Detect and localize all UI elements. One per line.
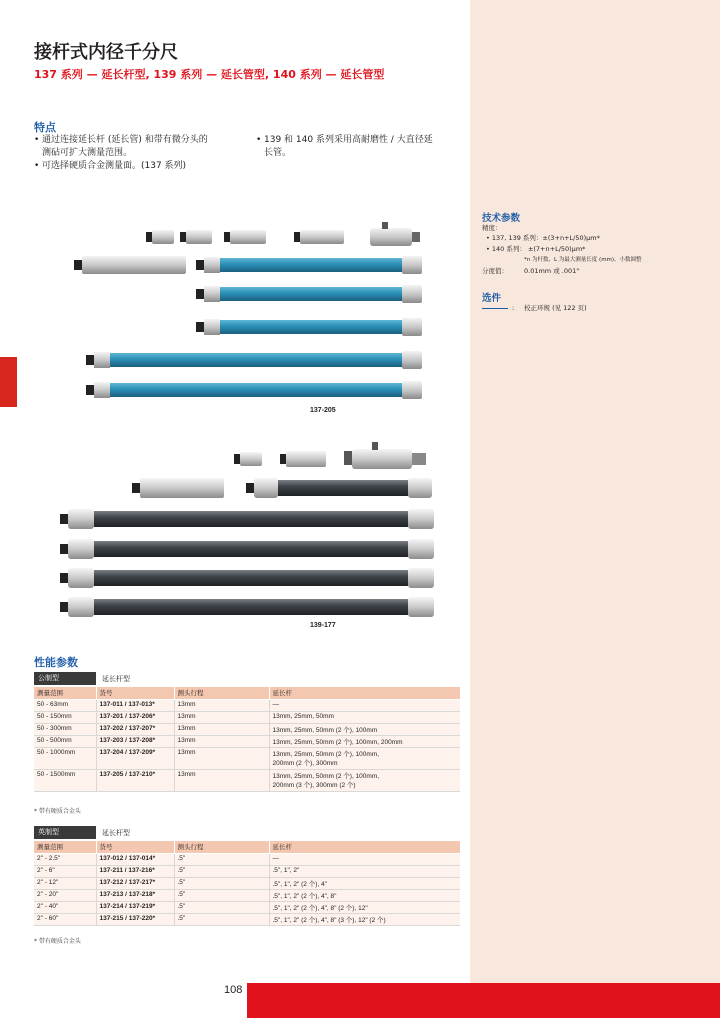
teal-extension-rod: [196, 318, 422, 336]
table-row: [34, 711, 460, 723]
inch-tab: 英制型: [34, 826, 96, 839]
inch-footnote: * 带有硬质合金头: [34, 938, 81, 945]
col-stroke: 测头行程: [174, 841, 269, 853]
cell-stroke: 13mm: [174, 747, 269, 769]
features-list-right: [256, 134, 466, 160]
feature-item: • 可选择硬质合金测量面。(137 系列): [34, 161, 187, 171]
cell-code: 137-012 / 137-014*: [96, 853, 174, 865]
cell-rods-line: 200mm (3 个), 300mm (2 个): [272, 781, 356, 789]
cell-rods: 13mm, 25mm, 50mm (2 个), 100mm, 200mm: [269, 735, 460, 747]
cell-range: 2" - 60": [34, 913, 96, 925]
table-row: [34, 769, 460, 791]
feature-item: • 通过连接延长杆 (延长管) 和带有微分头的: [34, 135, 208, 145]
cell-stroke: 13mm: [174, 711, 269, 723]
cell-rods: 13mm, 25mm, 50mm (2 个), 100mm: [269, 723, 460, 735]
cell-rods: .5", 1", 2" (2 个), 4", 8" (2 个), 12": [269, 901, 460, 913]
inch-tab-header: [34, 826, 130, 839]
options-heading: 选件: [482, 293, 502, 304]
cell-rods: .5", 1", 2" (2 个), 4", 8" (3 个), 12" (2 个): [269, 913, 460, 925]
metric-table: [34, 687, 460, 792]
metric-type-name: 延长杆型: [102, 675, 130, 683]
cell-rods-line: 13mm, 25mm, 50mm (2 个), 100mm,: [272, 772, 380, 780]
table-row: [34, 747, 460, 769]
cell-rods: .5", 1", 2": [269, 865, 460, 877]
short-rod: [180, 230, 212, 244]
graduation-value: 0.01mm 或 .001": [524, 267, 580, 275]
cell-stroke: .5": [174, 853, 269, 865]
accuracy-line-1: • 137, 139 系列：±(3+n+L/50)μm*: [486, 234, 600, 242]
anvil-rod: [132, 478, 224, 498]
page-subtitle: 137 系列 — 延长杆型, 139 系列 — 延长管型, 140 系列 — 延长管型: [34, 68, 385, 81]
cell-code: 137-202 / 137-207*: [96, 723, 174, 735]
col-range: 测量范围: [34, 687, 96, 699]
teal-extension-rod: [86, 381, 422, 399]
cell-rods: [269, 769, 460, 791]
cell-range: 2" - 12": [34, 877, 96, 889]
short-rod: [280, 451, 326, 467]
cell-code: 137-211 / 137-216*: [96, 865, 174, 877]
features-heading: 特点: [34, 121, 56, 134]
accuracy-footnote: *n 为杆数、L 为最大测量长度 (mm)、小数圆整: [524, 257, 642, 263]
table-row: [34, 901, 460, 913]
cell-rods-line: 13mm, 25mm, 50mm (2 个), 100mm,: [272, 750, 380, 758]
figure-139-177: [50, 438, 450, 620]
right-sidebar: [470, 0, 720, 983]
table-header-row: [34, 687, 460, 699]
feature-item: • 139 和 140 系列采用高耐磨性 / 大直径延: [256, 135, 433, 145]
cell-stroke: 13mm: [174, 769, 269, 791]
table-row: [34, 913, 460, 925]
col-range: 测量范围: [34, 841, 96, 853]
cell-rods: —: [269, 853, 460, 865]
table-row: [34, 853, 460, 865]
graduation-label: 分度值：: [482, 267, 508, 275]
performance-heading: 性能参数: [34, 656, 78, 669]
col-code: 货号: [96, 841, 174, 853]
col-code: 货号: [96, 687, 174, 699]
table-row: [34, 699, 460, 711]
cell-stroke: 13mm: [174, 735, 269, 747]
cell-range: 50 - 1500mm: [34, 769, 96, 791]
cell-code: 137-205 / 137-210*: [96, 769, 174, 791]
cell-stroke: .5": [174, 865, 269, 877]
col-rods: 延长杆: [269, 841, 460, 853]
dark-extension-tube: [60, 539, 434, 559]
cell-rods: .5", 1", 2" (2 个), 4", 8": [269, 889, 460, 901]
short-rod: [234, 452, 262, 466]
cell-rods: [269, 747, 460, 769]
inch-type-name: 延长杆型: [102, 829, 130, 837]
options-colon: :: [512, 304, 515, 312]
short-rod: [146, 230, 174, 244]
cell-range: 2" - 40": [34, 901, 96, 913]
micrometer-head: [370, 222, 420, 246]
cell-range: 2" - 6": [34, 865, 96, 877]
teal-extension-rod: [196, 256, 422, 274]
metric-tab: 公制型: [34, 672, 96, 685]
figure-1-caption: 137-205: [310, 407, 336, 414]
cell-stroke: .5": [174, 889, 269, 901]
cell-rods: 13mm, 25mm, 50mm: [269, 711, 460, 723]
cell-range: 50 - 500mm: [34, 735, 96, 747]
dark-extension-tube: [246, 478, 432, 498]
tech-heading: 技术参数: [482, 213, 521, 224]
short-rod: [224, 230, 266, 244]
col-rods: 延长杆: [269, 687, 460, 699]
cell-stroke: 13mm: [174, 723, 269, 735]
table-row: [34, 877, 460, 889]
page-title: 接杆式内径千分尺: [34, 42, 178, 63]
short-rod: [294, 230, 344, 244]
cell-code: 137-204 / 137-209*: [96, 747, 174, 769]
metric-tab-header: [34, 672, 130, 685]
feature-item-cont: 长管。: [264, 148, 292, 158]
accuracy-line-2: • 140 系列： ±(7+n+L/50)μm*: [486, 245, 586, 253]
table-header-row: [34, 841, 460, 853]
cell-code: 137-201 / 137-206*: [96, 711, 174, 723]
teal-extension-rod: [86, 351, 422, 369]
dark-extension-tube: [60, 509, 434, 529]
footer-bar: [247, 983, 720, 1018]
accuracy-label: 精度：: [482, 224, 502, 232]
dark-extension-tube: [60, 597, 434, 617]
teal-extension-rod: [196, 285, 422, 303]
dark-extension-tube: [60, 568, 434, 588]
figure-2-caption: 139-177: [310, 622, 336, 629]
cell-code: 137-011 / 137-013*: [96, 699, 174, 711]
cell-range: 2" - 20": [34, 889, 96, 901]
cell-stroke: 13mm: [174, 699, 269, 711]
options-dash: [482, 308, 508, 309]
features-list-left: [34, 134, 249, 173]
table-row: [34, 889, 460, 901]
cell-range: 50 - 150mm: [34, 711, 96, 723]
options-text: 校正环规 (见 122 页): [524, 304, 587, 312]
table-row: [34, 735, 460, 747]
cell-code: 137-214 / 137-219*: [96, 901, 174, 913]
cell-code: 137-215 / 137-220*: [96, 913, 174, 925]
cell-rods-line: 200mm (2 个), 300mm: [272, 759, 338, 767]
table-row: [34, 865, 460, 877]
chapter-tab: [0, 357, 17, 407]
micrometer-head: [344, 442, 426, 469]
cell-code: 137-203 / 137-208*: [96, 735, 174, 747]
cell-stroke: .5": [174, 913, 269, 925]
cell-rods: —: [269, 699, 460, 711]
cell-stroke: .5": [174, 877, 269, 889]
cell-code: 137-213 / 137-218*: [96, 889, 174, 901]
cell-range: 50 - 63mm: [34, 699, 96, 711]
cell-range: 2" - 2.5": [34, 853, 96, 865]
cell-stroke: .5": [174, 901, 269, 913]
cell-range: 50 - 1000mm: [34, 747, 96, 769]
cell-code: 137-212 / 137-217*: [96, 877, 174, 889]
table-row: [34, 723, 460, 735]
figure-137-205: [60, 218, 450, 408]
page-number: 108: [224, 984, 243, 996]
metric-footnote: * 带有硬质合金头: [34, 808, 81, 815]
cell-range: 50 - 300mm: [34, 723, 96, 735]
cell-rods: .5", 1", 2" (2 个), 4": [269, 877, 460, 889]
inch-table: [34, 841, 460, 926]
col-stroke: 测头行程: [174, 687, 269, 699]
feature-item-cont: 测砧可扩大测量范围。: [42, 148, 133, 158]
anvil-rod: [74, 256, 186, 274]
